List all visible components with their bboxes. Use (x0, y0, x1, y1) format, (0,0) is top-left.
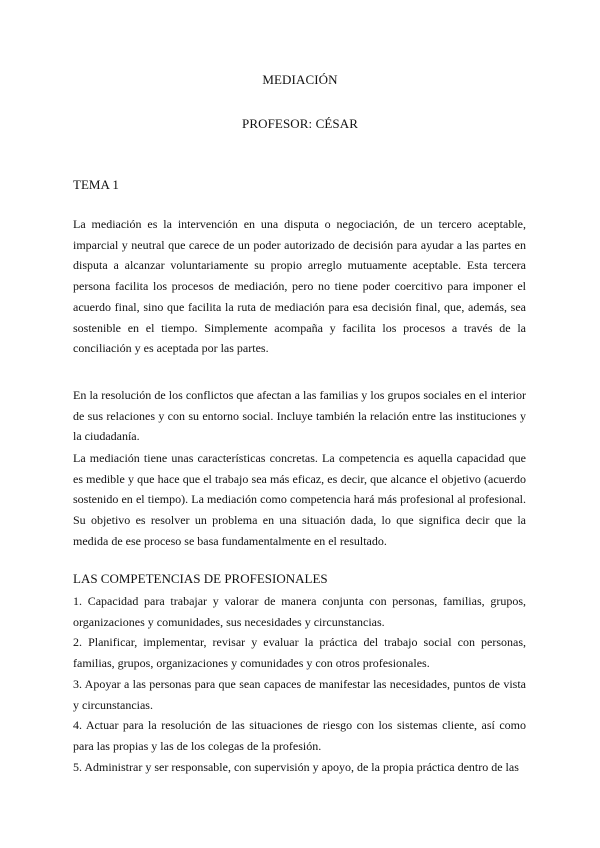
list-item: 4. Actuar para la resolución de las situaciones de riesgo con los sistemas cliente, así como para las propias y las de los colegas de la profesión. (73, 718, 526, 753)
competencies-heading: LAS COMPETENCIAS DE PROFESIONALES (73, 571, 328, 586)
document-title: MEDIACIÓN (262, 72, 338, 87)
paragraph-definition: La mediación es la intervención en una disputa o negociación, de un tercero aceptable, imparcial y neutral que carece de un poder autorizado de decisión para ayudar a las partes en disputa a alcanzar voluntariamente su propio arreglo mutuamente aceptable. Esta tercera persona facilita los procesos de mediación, pero no tiene poder coercitivo para imponer el acuerdo final, sino que facilita la ruta de mediación para esa decisión final, que, además, sea sostenible en el tiempo. Simplemente acompaña y facilita los procesos a través de la conciliación y es aceptada por las partes. (73, 217, 526, 356)
list-item: 5. Administrar y ser responsable, con supervisión y apoyo, de la propia práctica dentro de las (73, 759, 519, 774)
topic-heading: TEMA 1 (73, 177, 119, 192)
list-item: 3. Apoyar a las personas para que sean capaces de manifestar las necesidades, puntos de vista y circunstancias. (73, 676, 526, 712)
list-item: 1. Capacidad para trabajar y valorar de manera conjunta con personas, familias, grupos, organizaciones y comunidades, sus necesidades y circunstancias. (73, 594, 526, 629)
list-item: 2. Planificar, implementar, revisar y evaluar la práctica del trabajo social con personas, familias, grupos, organizaciones y comunidades y con otros profesionales. (73, 635, 526, 671)
competencies-list (73, 591, 526, 777)
professor-line: PROFESOR: CÉSAR (241, 116, 358, 131)
paragraph-characteristics: La mediación tiene unas características concretas. La competencia es aquella capacidad que es medible y que hace que el trabajo sea más eficaz, es decir, que alcance el objetivo (acuerdo sostenido en el tiempo). La mediación como competencia hará más profesional al profesional. Su objetivo es resolver un problema en una situación dada, lo que significa decir que la medida de ese proceso se basa fundamentalmente en el resultado. (73, 451, 526, 548)
paragraph-scope: En la resolución de los conflictos que afectan a las familias y los grupos sociales en el interior de sus relaciones y con su entorno social. Incluye también la relación entre las instituciones y la ciudadanía. (73, 388, 526, 444)
